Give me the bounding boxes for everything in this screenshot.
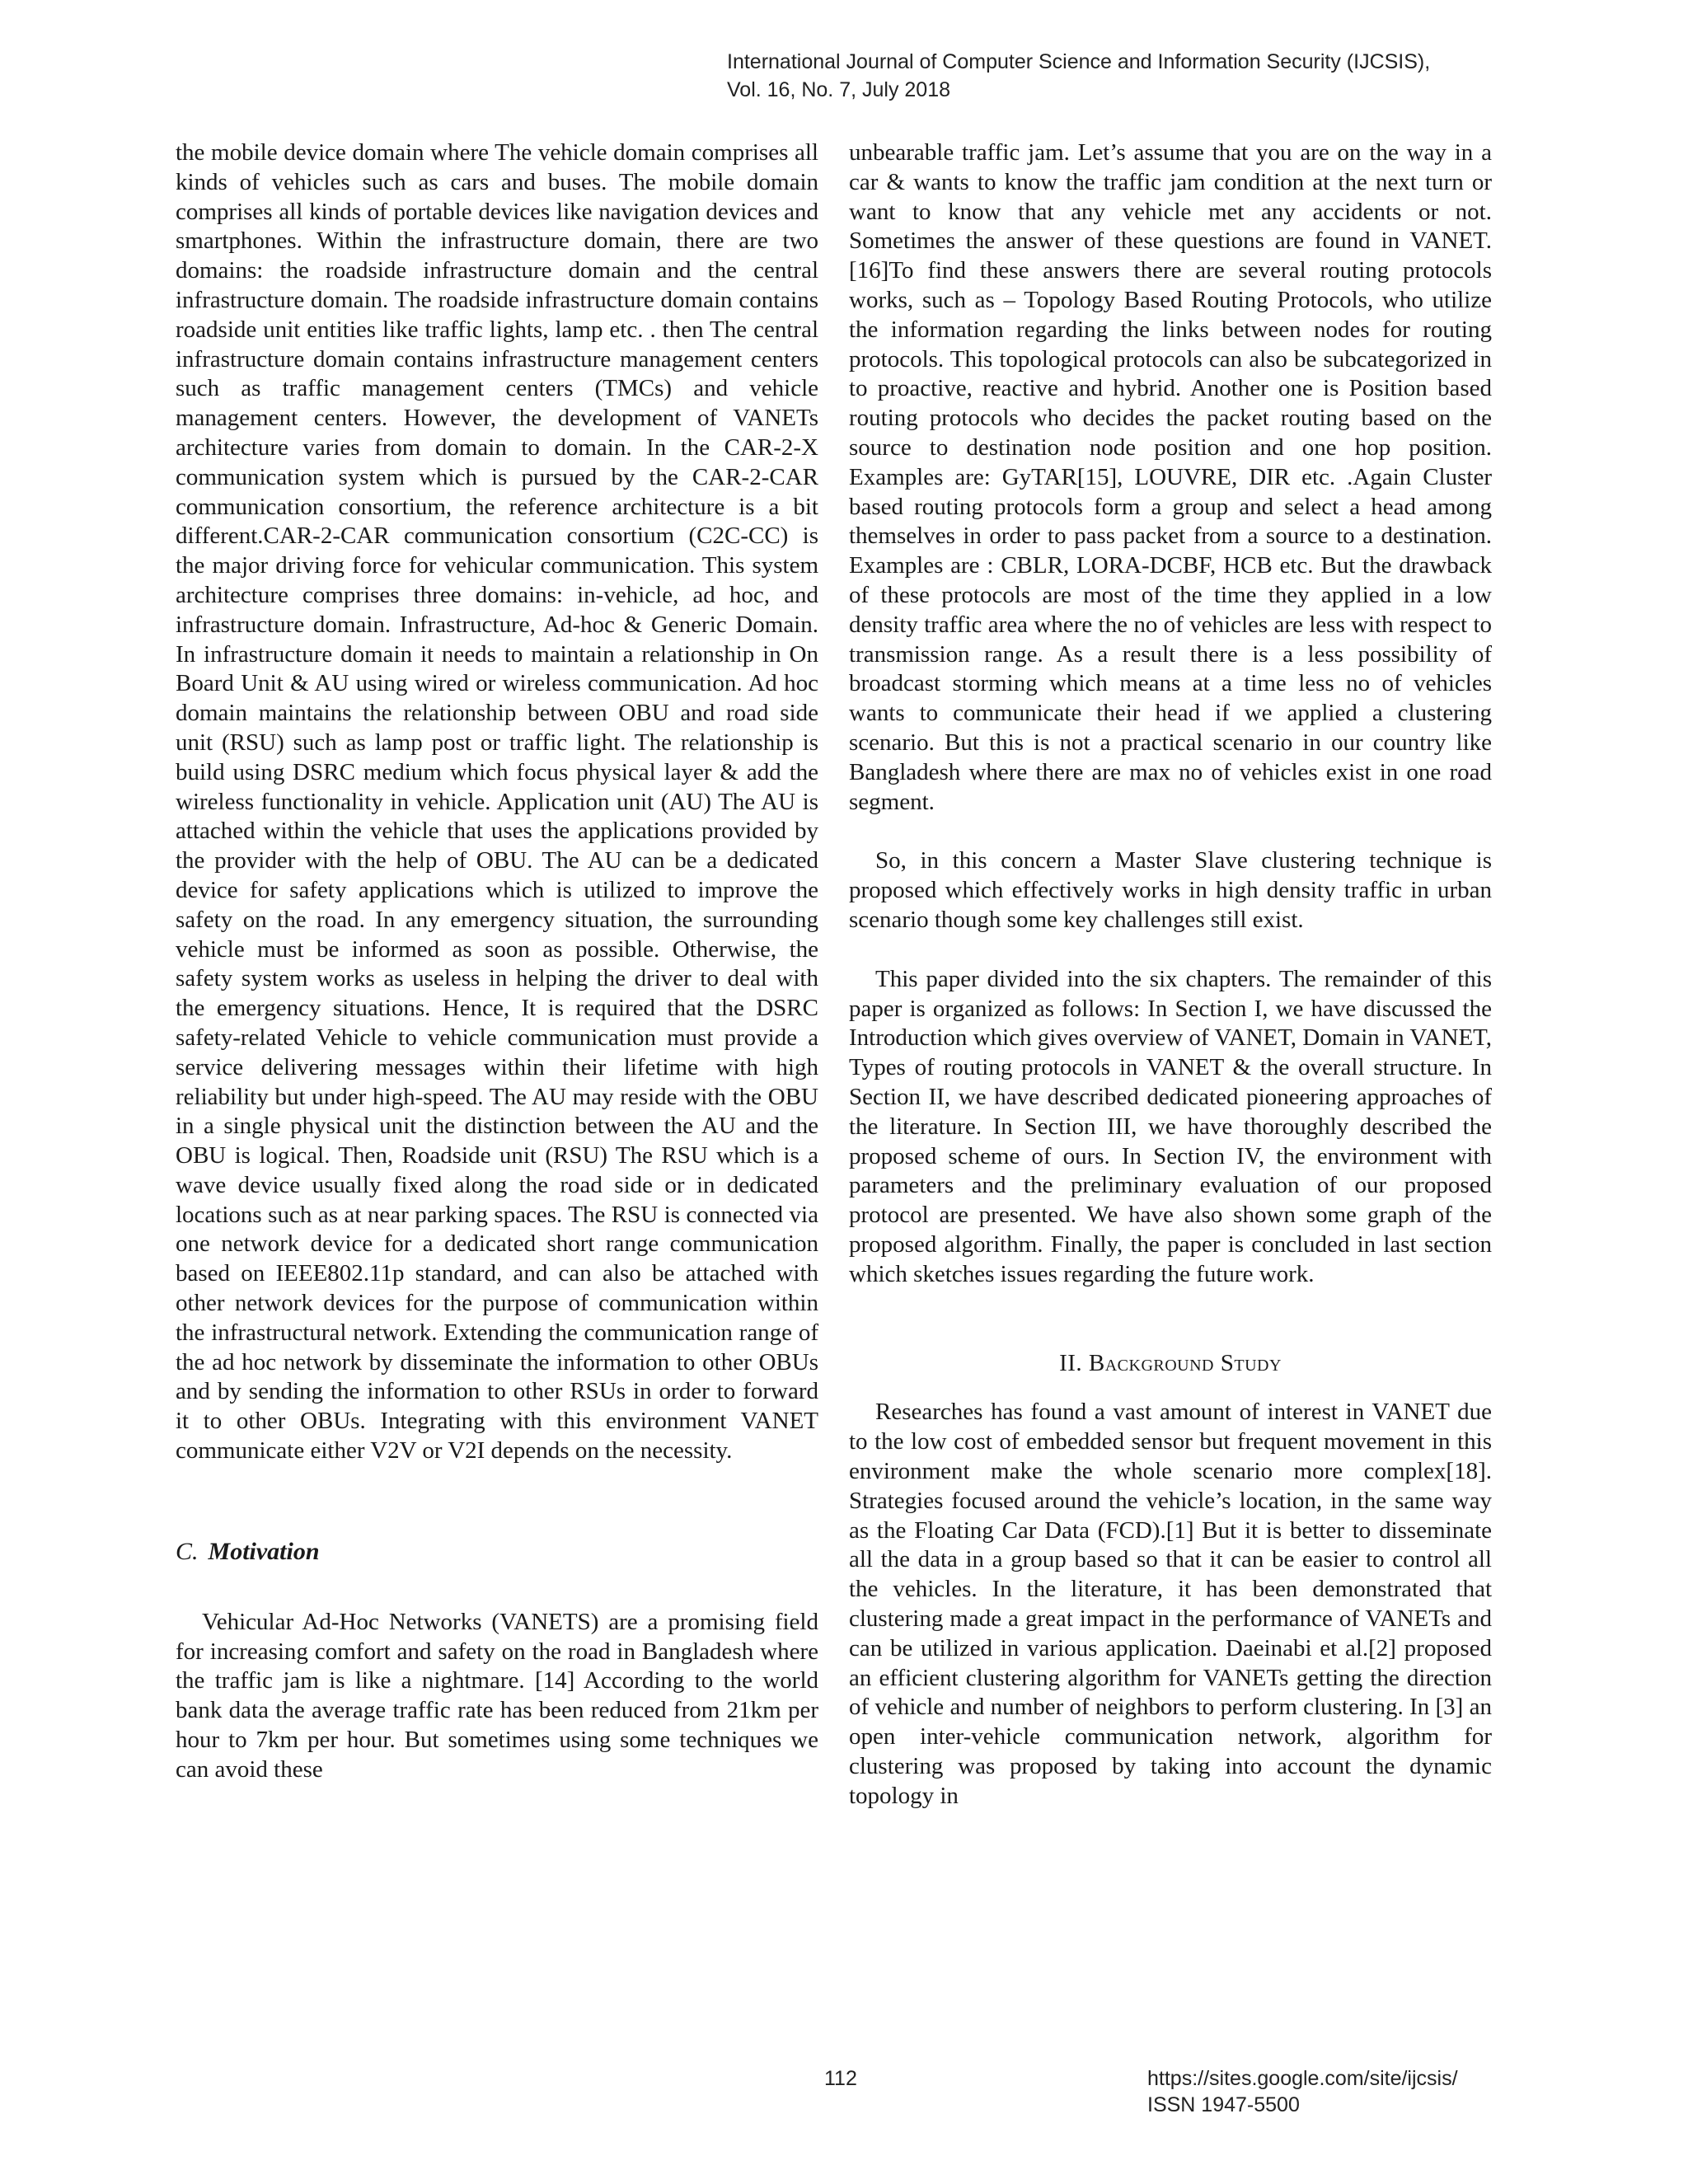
paragraph-paper-organization: This paper divided into the six chapters. The remainder of this paper is organized as follows: In Section I, we have discussed the Introduction which gives overview of VANET, Domain in VANET, Types of routing protocols in VANET & the overall structure. In Section II, we have described dedicated pioneering approaches of the literature. In Section III, we have thoroughly described the proposed scheme of ours. In Section IV, the environment with parameters and the preliminary evaluation of our proposed protocol are presented. We have also shown some graph of the proposed algorithm. Finally, the paper is concluded in last section which sketches issues regarding the future work.: [849, 965, 1492, 1287]
subsection-heading-motivation: [176, 1537, 818, 1567]
paragraph-master-slave: So, in this concern a Master Slave clustering technique is proposed which effectively works in high density traffic in urban scenario though some key challenges still exist.: [849, 847, 1492, 933]
paragraph-routing-protocols: unbearable traffic jam. Let’s assume that you are on the way in a car & wants to know the traffic jam condition at the next turn or want to know that any vehicle met any accidents or not. Sometimes the answer of these questions are found in VANET. [16]To find these answers there are several routing protocols works, such as – Topology Based Routing Protocols, who utilize the information regarding the links between nodes for routing protocols. This topological protocols can also be subcategorized in to proactive, reactive and hybrid. Another one is Position based routing protocols who decides the packet routing based on the source to destination node position and one hop position. Examples are: GyTAR[15], LOUVRE, DIR etc. .Again Cluster based routing protocols form a group and select a head among themselves in order to pass packet from a source to a destination. Examples are : CBLR, LORA-DCBF, HCB etc. But the drawback of these protocols are most of the time they applied in a low density traffic area where the no of vehicles are less with respect to transmission range. As a result there is a less possibility of broadcast storming which means at a time less no of vehicles wants to communicate their head if we applied a clustering scenario. But this is not a practical scenario in our country like Bangladesh where there are max no of vehicles exist in one road segment.: [849, 139, 1492, 815]
journal-header: [727, 48, 1551, 104]
subsection-label: C.: [176, 1537, 199, 1565]
paragraph-motivation: Vehicular Ad-Hoc Networks (VANETS) are a promising field for increasing comfort and safety on the road in Bangladesh where the traffic jam is like a nightmare. [14] According to the world bank data the average traffic rate has been reduced from 21km per hour to 7km per hour. But sometimes using some techniques we can avoid these: [176, 1608, 818, 1783]
right-column: [849, 138, 1492, 1811]
subsection-title: Motivation: [208, 1537, 320, 1565]
journal-url: https://sites.google.com/site/ijcsis/: [1147, 2067, 1458, 2090]
paragraph-background-study: Researches has found a vast amount of interest in VANET due to the low cost of embedded sensor but frequent movement in this environment make the whole scenario more complex[18]. Strategies focused around the vehicle’s location, in the same way as the Floating Car Data (FCD).[1] But it is better to disseminate all the data in a group based so that it can be easier to control all the vehicles. In the literature, it has been demonstrated that clustering made a great impact in the performance of VANETs and can be utilized in various application. Daeinabi et al.[2] proposed an efficient clustering algorithm for VANETs getting the direction of vehicle and number of neighbors to perform clustering. In [3] an open inter-vehicle communication network, algorithm for clustering was proposed by taking into account the dynamic topology in: [849, 1399, 1492, 1809]
paragraph-domain-architecture: the mobile device domain where The vehicle domain comprises all kinds of vehicles such as cars and buses. The mobile domain comprises all kinds of portable devices like navigation devices and smartphones. Within the infrastructure domain, there are two domains: the roadside infrastructure domain and the central infrastructure domain. The roadside infrastructure domain contains roadside unit entities like traffic lights, lamp etc. . then The central infrastructure domain contains infrastructure management centers such as traffic management centers (TMCs) and vehicle management centers. However, the development of VANETs architecture varies from domain to domain. In the CAR-2-X communication system which is pursued by the CAR-2-CAR communication consortium, the reference architecture is a bit different.CAR-2-CAR communication consortium (C2C-CC) is the major driving force for vehicular communication. This system architecture comprises three domains: in-vehicle, ad hoc, and infrastructure domain. Infrastructure, Ad-hoc & Generic Domain. In infrastructure domain it needs to maintain a relationship in On Board Unit & AU using wired or wireless communication. Ad hoc domain maintains the relationship between OBU and road side unit (RSU) such as lamp post or traffic light. The relationship is build using DSRC medium which focus physical layer & add the wireless functionality in vehicle. Application unit (AU) The AU is attached within the vehicle that uses the applications provided by the provider with the help of OBU. The AU can be a dedicated device for safety applications which is utilized to improve the safety on the road. In any emergency situation, the surrounding vehicle must be informed as soon as possible. Otherwise, the safety system works as useless in helping the driver to deal with the emergency situations. Hence, It is required that the DSRC safety-related Vehicle to vehicle communication must provide a service delivering messages within their lifetime with high reliability but under high-speed. The AU may reside with the OBU in a single physical unit the distinction between the AU and the OBU is logical. Then, Roadside unit (RSU) The RSU which is a wave device usually fixed along the road side or in dedicated locations such as at near parking spaces. The RSU is connected via one network device for a dedicated short range communication based on IEEE802.11p standard, and can also be attached with other network devices for the purpose of communication within the infrastructural network. Extending the communication range of the ad hoc network by disseminate the information to other OBUs and by sending the information to other RSUs in order to forward it to other OBUs. Integrating with this environment VANET communicate either V2V or V2I depends on the necessity.: [176, 139, 818, 1465]
section-heading-background-study: II. Background Study: [1059, 1350, 1282, 1377]
left-column: [176, 138, 818, 1785]
footer-info: [1147, 2065, 1458, 2118]
journal-issn: ISSN 1947-5500: [1147, 2093, 1300, 2116]
journal-volume-line: Vol. 16, No. 7, July 2018: [727, 78, 951, 101]
journal-title-line: International Journal of Computer Science and Information Security (IJCSIS),: [727, 50, 1431, 73]
page-number: 112: [824, 2067, 857, 2090]
